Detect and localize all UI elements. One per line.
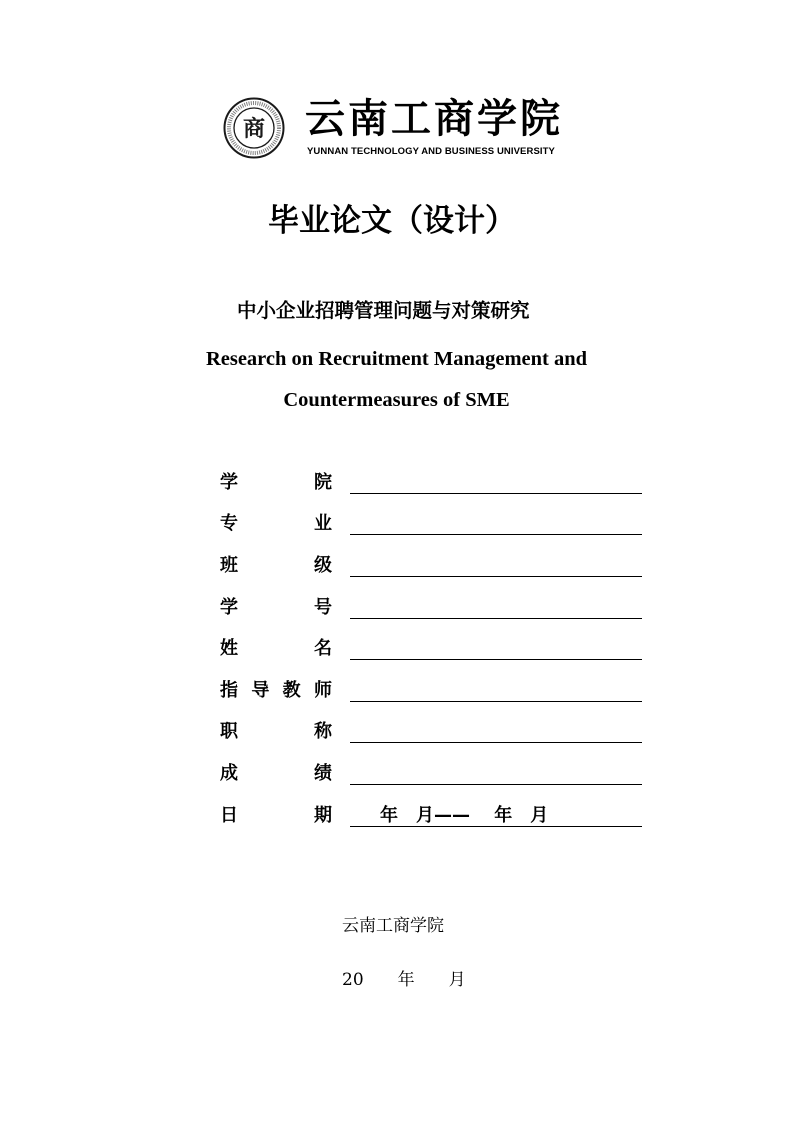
school-name-cn: 云南工商学院 <box>305 95 563 142</box>
university-seal-icon <box>223 97 285 159</box>
field-input-name[interactable] <box>350 637 642 660</box>
field-label-char: 导 <box>251 680 270 701</box>
field-row-class <box>220 554 643 578</box>
field-input-class[interactable] <box>350 554 642 577</box>
field-label-name <box>220 637 332 661</box>
field-value-date: 年 月—— 年 月 <box>380 805 549 826</box>
footer-date: 20 年 月 <box>342 970 466 990</box>
field-label-char: 日 <box>220 805 238 826</box>
field-row-grade <box>220 762 643 786</box>
school-name-en: YUNNAN TECHNOLOGY AND BUSINESS UNIVERSITY <box>307 146 555 157</box>
field-row-name <box>220 637 643 661</box>
thesis-title-en-line1: Research on Recruitment Management and <box>205 348 588 370</box>
field-input-advisor[interactable] <box>350 679 642 702</box>
field-row-title <box>220 720 643 744</box>
field-label-char: 专 <box>220 513 238 534</box>
footer-institution: 云南工商学院 <box>342 916 444 936</box>
field-row-college <box>220 471 643 495</box>
field-label-char: 业 <box>314 513 332 534</box>
field-label-class <box>220 554 332 578</box>
field-label-char: 指 <box>220 680 238 701</box>
field-label-char: 教 <box>282 680 301 701</box>
field-label-char: 期 <box>314 805 332 826</box>
field-label-char: 姓 <box>220 638 238 659</box>
field-label-char: 职 <box>220 721 238 742</box>
thesis-title-cn: 中小企业招聘管理问题与对策研究 <box>237 299 530 322</box>
field-label-char: 师 <box>313 680 332 701</box>
field-input-college[interactable] <box>350 471 642 494</box>
seal-character: 商 <box>242 117 266 142</box>
field-label-char: 院 <box>314 472 332 493</box>
field-input-major[interactable] <box>350 512 642 535</box>
field-row-student-id <box>220 596 643 620</box>
document-type-heading: 毕业论文（设计） <box>268 203 516 239</box>
field-label-major <box>220 512 332 536</box>
field-label-grade <box>220 762 332 786</box>
thesis-title-en-line2: Countermeasures of SME <box>283 389 510 411</box>
field-label-char: 绩 <box>314 763 332 784</box>
field-label-char: 成 <box>220 763 238 784</box>
field-label-char: 班 <box>220 555 238 576</box>
field-label-title <box>220 720 332 744</box>
field-label-char: 级 <box>314 555 332 576</box>
field-input-student-id[interactable] <box>350 596 642 619</box>
field-label-char: 学 <box>220 597 238 618</box>
field-label-char: 名 <box>314 638 332 659</box>
field-label-char: 称 <box>314 721 332 742</box>
field-row-major <box>220 512 643 536</box>
field-label-char: 号 <box>314 597 332 618</box>
field-input-grade[interactable] <box>350 762 642 785</box>
field-row-date <box>220 804 643 828</box>
field-input-title[interactable] <box>350 720 642 743</box>
field-row-advisor <box>220 679 643 703</box>
field-label-student-id <box>220 596 332 620</box>
university-logo <box>223 95 573 161</box>
field-label-date <box>220 804 332 828</box>
field-input-date[interactable] <box>350 804 642 827</box>
field-label-char: 学 <box>220 472 238 493</box>
field-label-college <box>220 471 332 495</box>
field-label-advisor <box>220 679 332 703</box>
